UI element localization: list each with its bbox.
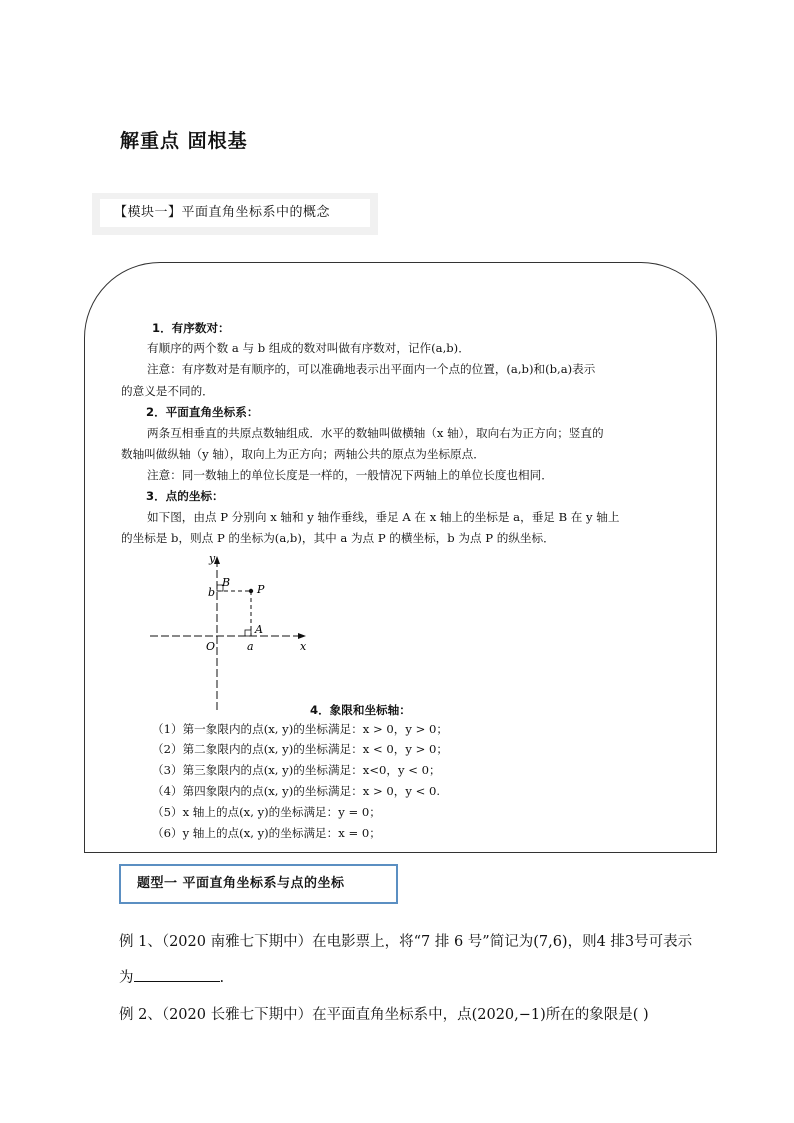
answer-blank[interactable] (134, 969, 220, 982)
P-label: P (257, 583, 265, 596)
section-2-line: 数轴叫做纵轴（y 轴），取向上为正方向；两轴公共的原点为坐标原点． (121, 447, 485, 461)
example-1-prefix: 为 (119, 970, 134, 986)
section-3-line: 如下图，由点 P 分别向 x 轴和 y 轴作垂线，垂足 A 在 x 轴上的坐标是 a，垂足 B 在 y 轴上 (147, 510, 620, 524)
coordinate-figure (140, 548, 320, 714)
right-angle-mark-A (245, 630, 251, 636)
a-label: a (247, 640, 254, 653)
section-2-title: 2．平面直角坐标系： (146, 405, 259, 419)
quadrant-rule: （4）第四象限内的点(x, y)的坐标满足：x > 0，y < 0. (152, 784, 441, 798)
example-1-end: . (219, 970, 225, 986)
b-label: b (208, 586, 216, 599)
x-label: x (300, 640, 307, 653)
x-axis-arrow (298, 633, 306, 639)
example-2-line: 例 2、（2020 长雅七下期中）在平面直角坐标系中，点(2020,−1)所在的象限是( ) (119, 1007, 649, 1023)
section-1-title: 1．有序数对： (152, 321, 230, 335)
point-P (249, 589, 253, 593)
page-heading: 解重点 固根基 (120, 130, 248, 152)
y-label: y (209, 552, 216, 565)
quadrant-rule: （1）第一象限内的点(x, y)的坐标满足：x > 0，y > 0； (152, 722, 448, 736)
section-3-line: 的坐标是 b，则点 P 的坐标为(a,b)，其中 a 为点 P 的横坐标，b 为点 P 的纵坐标． (121, 531, 555, 545)
quadrant-rule: （3）第三象限内的点(x, y)的坐标满足：x<0，y < 0； (152, 763, 441, 777)
quadrant-rule: （2）第二象限内的点(x, y)的坐标满足：x < 0，y > 0； (152, 742, 448, 756)
section-1-line: 有顺序的两个数 a 与 b 组成的数对叫做有序数对，记作(a,b)． (147, 341, 470, 355)
axis-rule: （6）y 轴上的点(x, y)的坐标满足：x = 0； (152, 826, 381, 840)
section-1-line: 注意：有序数对是有顺序的，可以准确地表示出平面内一个点的位置，(a,b)和(b,a)表示 (147, 362, 596, 376)
axis-rule: （5）x 轴上的点(x, y)的坐标满足：y = 0； (152, 805, 381, 819)
module-title: 【模块一】平面直角坐标系中的概念 (100, 199, 370, 227)
example-1-answer-line (119, 966, 224, 987)
section-2-line: 注意：同一数轴上的单位长度是一样的，一般情况下两轴上的单位长度也相同． (147, 468, 553, 482)
section-2-line: 两条互相垂直的共原点数轴组成．水平的数轴叫做横轴（x 轴），取向右为正方向；竖直的 (147, 426, 604, 440)
section-1-line: 的意义是不同的． (121, 384, 214, 398)
B-label: B (222, 576, 231, 589)
topic-label: 题型一 平面直角坐标系与点的坐标 (119, 864, 398, 904)
A-label: A (255, 623, 263, 636)
origin-label: O (206, 640, 216, 653)
example-1-line: 例 1、（2020 南雅七下期中）在电影票上，将“7 排 6 号”简记为(7,6)，则4 排3号可表示 (119, 934, 693, 950)
section-3-title: 3．点的坐标： (146, 489, 224, 503)
section-4-title: 4．象限和坐标轴： (310, 703, 411, 717)
